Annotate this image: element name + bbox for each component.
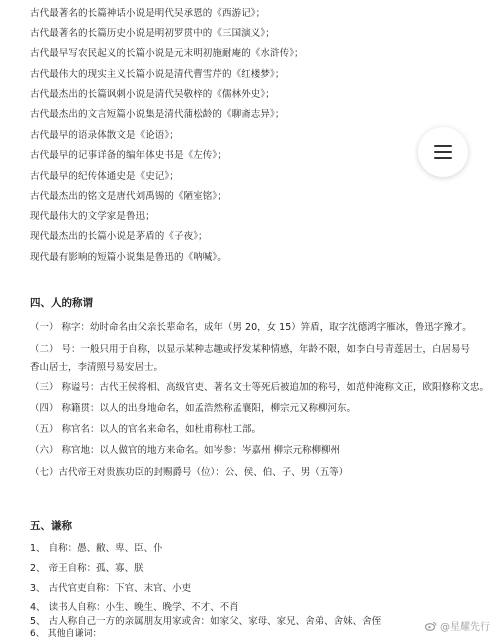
section-title-address: 四、人的称谓 [30, 297, 93, 309]
list-item: （二） 号：一般只用于自称，以显示某种志趣或抒发某种情感，年龄不限，如李白号青莲居士，白居易号 [30, 344, 471, 355]
list-item: 现代最杰出的长篇小说是茅盾的《子夜》； [30, 231, 208, 242]
list-item: 古代最早的纪传体通史是《史记》； [30, 171, 179, 182]
list-item: 古代最伟大的现实主义长篇小说是清代曹雪芹的《红楼梦》； [30, 69, 285, 80]
list-item: 3、 古代官吏自称：下官、末官、小吏 [30, 583, 192, 594]
watermark-text: @星耀先行 [440, 622, 490, 633]
list-item: 6、 其他自谦词： [30, 629, 102, 639]
list-item: 古代最杰出的文言短篇小说集是清代蒲松龄的《聊斋志异》； [30, 109, 285, 120]
list-item: 古代最杰出的铭文是唐代刘禹锡的《陋室铭》； [30, 191, 227, 202]
list-item: （四） 称籍贯：以人的出身地命名，如孟浩然称孟襄阳，柳宗元又称柳河东。 [30, 403, 357, 414]
list-item: 香山居士，李清照号易安居士。 [30, 362, 164, 373]
hamburger-menu-icon [434, 145, 452, 159]
list-item: 古代最早的语录体散文是《论语》； [30, 130, 179, 141]
list-item: 现代最有影响的短篇小说集是鲁迅的《呐喊》。 [30, 252, 227, 263]
list-item: 2、 帝王自称：孤、寡、朕 [30, 563, 144, 574]
list-item: （七）古代帝王对贵族功臣的封赐爵号（位）：公、侯、伯、子、男（五等） [30, 467, 349, 478]
list-item: 4、 读书人自称：小生、晚生、晚学、不才、不肖 [30, 602, 239, 613]
list-item: 古代最著名的长篇神话小说是明代吴承恩的《西游记》； [30, 8, 266, 19]
list-item: 古代最著名的长篇历史小说是明初罗贯中的《三国演义》； [30, 28, 275, 39]
list-item: 1、 自称：愚、敝、卑、臣、仆 [30, 543, 163, 554]
weibo-logo-icon [425, 621, 437, 631]
menu-button[interactable] [418, 127, 468, 177]
list-item: （五） 称官名：以人的官名来命名，如杜甫称杜工部。 [30, 424, 262, 435]
list-item: 5、 古人称自己一方的亲属朋友用家或舍：如家父、家母、家兄、舍弟、舍妹、舍侄 [30, 616, 382, 627]
list-item: （三） 称谥号：古代王侯将相、高级官吏、著名文士等死后被追加的称号，如范仲淹称文正，欧阳修称文忠。 [30, 382, 490, 393]
list-item: （一） 称字：幼时命名由父亲长辈命名，成年（男 20，女 15）笄盾，取字沈德鸿字雁冰，鲁迅字豫才。 [30, 322, 472, 333]
list-item: 古代最杰出的长篇讽刺小说是清代吴敬梓的《儒林外史》； [30, 89, 275, 100]
list-item: （六） 称官地：以人做官的地方来命名。如岑参：岑嘉州 柳宗元称柳柳州 [30, 445, 341, 456]
list-item: 古代最早的记事详备的编年体史书是《左传》； [30, 150, 227, 161]
section-title-humble: 五、谦称 [30, 520, 72, 532]
list-item: 古代最早写农民起义的长篇小说是元末明初施耐庵的《水浒传》； [30, 48, 304, 59]
watermark [425, 618, 490, 633]
list-item: 现代最伟大的文学家是鲁迅； [30, 211, 155, 222]
